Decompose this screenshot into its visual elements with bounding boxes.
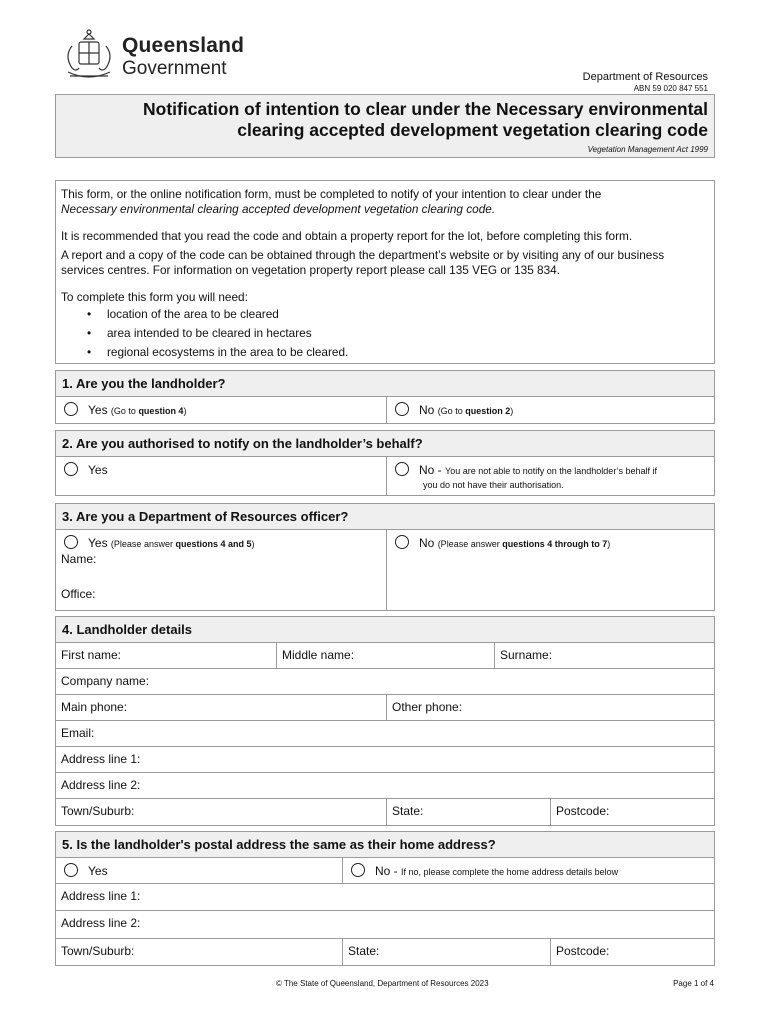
home-state-field[interactable]: State:	[348, 944, 380, 958]
qld-government-logo	[60, 28, 250, 84]
coat-of-arms-icon	[60, 28, 118, 82]
question-5-heading: 5. Is the landholder's postal address the same as their home address?	[56, 832, 714, 858]
question-4-heading: 4. Landholder details	[56, 617, 714, 643]
question-5-section	[55, 831, 715, 966]
question-2-heading: 2. Are you authorised to notify on the landholder’s behalf?	[56, 431, 714, 457]
copyright-text: © The State of Queensland, Department of Resources 2023	[276, 979, 489, 988]
q5-no-option[interactable]	[343, 858, 714, 883]
q1-no-option[interactable]	[387, 397, 714, 423]
main-phone-field[interactable]: Main phone:	[61, 700, 128, 714]
intro-paragraph-4: To complete this form you will need:	[61, 290, 248, 304]
intro-paragraph-3: A report and a copy of the code can be obtained through the department’s website or by visiting any of our business services centres. For information on vegetation property report please call 135 VEG or 135 834.	[61, 248, 665, 277]
radio-button[interactable]	[395, 402, 409, 416]
radio-button[interactable]	[395, 535, 409, 549]
q5-address-line-2-row	[56, 911, 714, 939]
address-line-2-row	[56, 773, 714, 799]
question-3-heading: 3. Are you a Department of Resources officer?	[56, 504, 714, 530]
home-town-suburb-field[interactable]: Town/Suburb:	[61, 944, 135, 958]
q3-yes-option[interactable]	[56, 530, 386, 610]
requirements-list	[61, 305, 709, 362]
phone-row	[56, 695, 714, 721]
q5-yes-label: Yes	[88, 864, 108, 878]
q1-yes-note-bold: question 4	[138, 406, 184, 416]
radio-button[interactable]	[64, 863, 78, 877]
radio-button[interactable]	[64, 402, 78, 416]
question-3-options	[56, 530, 714, 610]
logo-line-2: Government	[122, 58, 227, 79]
question-2-section	[55, 430, 715, 496]
title-line-1: Notification of intention to clear under the Necessary environmental	[143, 99, 708, 119]
legislation-act: Vegetation Management Act 1999	[587, 145, 708, 154]
address-line-2-field[interactable]: Address line 2:	[61, 778, 141, 792]
q1-yes-note-pre: (Go to	[110, 406, 139, 416]
address-line-1-row	[56, 747, 714, 773]
other-phone-field[interactable]: Other phone:	[392, 700, 463, 714]
q1-no-note-post: )	[510, 406, 514, 416]
surname-field[interactable]: Surname:	[500, 648, 553, 662]
title-box	[55, 94, 715, 158]
form-title	[68, 99, 708, 141]
postcode-field[interactable]: Postcode:	[556, 804, 610, 818]
intro-p1b: Necessary environmental clearing accepted development vegetation clearing code.	[61, 202, 496, 216]
radio-button[interactable]	[64, 535, 78, 549]
q5-no-note: If no, please complete the home address details below	[401, 867, 619, 877]
company-row	[56, 669, 714, 695]
q1-no-note-pre: (Go to	[437, 406, 466, 416]
company-name-field[interactable]: Company name:	[61, 674, 150, 688]
q3-no-note-bold: questions 4 through to 7	[502, 539, 608, 549]
town-state-row	[56, 799, 714, 825]
q1-yes-note-post: )	[183, 406, 187, 416]
q3-yes-note-pre: (Please answer	[110, 539, 176, 549]
list-item: • regional ecosystems in the area to be cleared.	[107, 343, 709, 362]
question-4-section	[55, 616, 715, 826]
list-item: • area intended to be cleared in hectares	[107, 324, 709, 343]
intro-paragraph-2: It is recommended that you read the code and obtain a property report for the lot, before completing this form.	[61, 229, 633, 243]
officer-office-field[interactable]: Office:	[61, 587, 96, 601]
q5-address-line-1-row	[56, 884, 714, 911]
intro-p1a: This form, or the online notification form, must be completed to notify of your intention to clear under the	[61, 187, 602, 201]
q1-yes-label: Yes	[88, 403, 108, 417]
logo-line-1: Queensland	[122, 34, 245, 57]
q3-yes-note-bold: questions 4 and 5	[175, 539, 252, 549]
radio-button[interactable]	[351, 863, 365, 877]
home-address-line-1-field[interactable]: Address line 1:	[61, 889, 141, 903]
radio-button[interactable]	[395, 462, 409, 476]
q3-no-label: No	[419, 536, 435, 550]
intro-paragraph-1	[61, 187, 709, 217]
question-1-section	[55, 370, 715, 424]
q1-yes-option[interactable]	[56, 397, 386, 423]
q2-yes-option[interactable]	[56, 457, 386, 495]
q2-no-note-1: You are not able to notify on the landholder’s behalf if	[445, 466, 658, 476]
question-1-options	[56, 397, 714, 423]
q3-no-note-pre: (Please answer	[437, 539, 503, 549]
department-name: Department of Resources	[582, 71, 708, 83]
q5-no-label: No -	[375, 864, 398, 878]
q5-town-state-row	[56, 939, 714, 965]
officer-name-field[interactable]: Name:	[61, 552, 97, 566]
q1-no-note-bold: question 2	[465, 406, 511, 416]
abn-number: ABN 59 020 847 551	[633, 84, 708, 93]
q3-no-note-post: )	[607, 539, 611, 549]
q2-no-note-2: you do not have their authorisation.	[423, 480, 564, 490]
q3-yes-label: Yes	[88, 536, 108, 550]
question-3-section	[55, 503, 715, 611]
question-5-options	[56, 858, 714, 884]
q1-no-label: No	[419, 403, 435, 417]
name-row	[56, 643, 714, 669]
list-item: • location of the area to be cleared	[107, 305, 709, 324]
home-postcode-field[interactable]: Postcode:	[556, 944, 610, 958]
state-field[interactable]: State:	[392, 804, 424, 818]
town-suburb-field[interactable]: Town/Suburb:	[61, 804, 135, 818]
first-name-field[interactable]: First name:	[61, 648, 122, 662]
radio-button[interactable]	[64, 462, 78, 476]
q5-yes-option[interactable]	[56, 858, 342, 883]
intro-box	[55, 180, 715, 364]
q3-yes-note-post: )	[251, 539, 255, 549]
question-2-options	[56, 457, 714, 495]
title-line-2: clearing accepted development vegetation clearing code	[237, 120, 708, 140]
home-address-line-2-field[interactable]: Address line 2:	[61, 916, 141, 930]
q2-no-option[interactable]	[387, 457, 714, 495]
email-field[interactable]: Email:	[61, 726, 95, 740]
q2-yes-label: Yes	[88, 463, 108, 477]
question-1-heading: 1. Are you the landholder?	[56, 371, 714, 397]
email-row	[56, 721, 714, 747]
q2-no-label: No -	[419, 463, 442, 477]
q3-no-option[interactable]	[387, 530, 714, 610]
middle-name-field[interactable]: Middle name:	[282, 648, 355, 662]
address-line-1-field[interactable]: Address line 1:	[61, 752, 141, 766]
page-number: Page 1 of 4	[673, 979, 714, 988]
